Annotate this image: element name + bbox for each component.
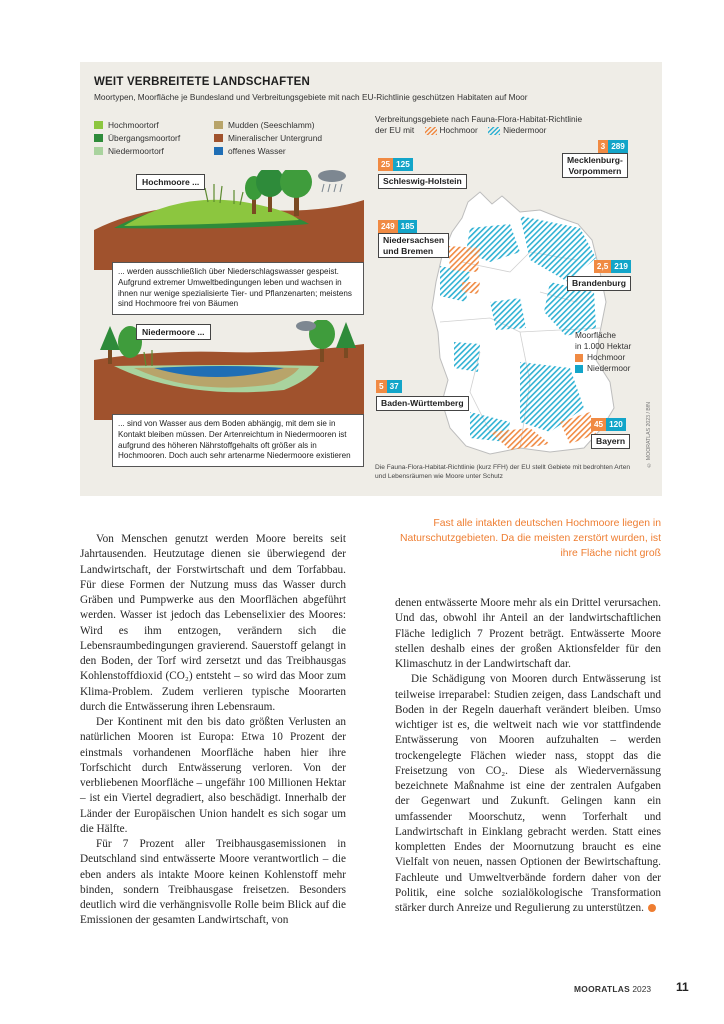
state-niedersachsen: 249 185 Niedersachsen und Bremen [378, 220, 449, 259]
pull-quote: Fast alle intakten deutschen Hochmoore liegen in Naturschutzgebieten. Da die meisten zerstört wurden, ist ihre Fläche nicht groß [399, 518, 661, 560]
swatch [94, 134, 103, 142]
swatch [94, 121, 103, 129]
legend-item-hochmoortorf: Hochmoortorf [94, 118, 180, 131]
hochmoor-scene [94, 170, 364, 320]
paragraph: Von Menschen genutzt werden Moore bereits seit Jahrtausenden. Heutzutage dienen sie überwiegend der Landwirtschaft, der Forstwirtschaft und dem Torfabbau. Für diese Formen der Nutzung muss das Wasser durch Gräben und Pumpwerke aus den Moorflächen abgeführt werden. Wasser ist jedoch das Lebenselixier des Moores: Wird es ihm entzogen, verändern sich die Lebensraumbedingungen gravierend. Sauerstoff gelangt in den Boden, der Torf wird zersetzt und das Treibhausgas Kohlenstoffdioxid (CO₂) entsteht – so wird das Moor zum Klima-Problem. Zudem verlieren typische Moorarten durch die Entwässerung ihren Lebensraum. [80, 533, 346, 713]
state-mecklenburg-vorpommern: 3 289 Mecklenburg- Vorpommern [562, 140, 628, 179]
map-footnote: Die Fauna-Flora-Habitat-Richtlinie (kurz FFH) der EU stellt Gebiete mit bedrohten Arten und Lebensräumen wie Moore unter Schutz [375, 464, 631, 480]
legend-item-niedermoortorf: Niedermoortorf [94, 144, 180, 157]
swatch [214, 121, 223, 129]
swatch [214, 147, 223, 155]
swatch [214, 134, 223, 142]
map-header: Verbreitungsgebiete nach Fauna-Flora-Habitat-Richtlinie der EU mit Hochmoor Niedermoor [375, 114, 583, 135]
hochmoor-illustration [94, 170, 364, 270]
state-schleswig-holstein: 25 125 Schleswig-Holstein [378, 158, 467, 189]
page-footer: MOORATLAS 2023 [574, 984, 652, 994]
paragraph: Für 7 Prozent aller Treibhausgasemissionen in Deutschland sind entwässerte Moore verantwortlich – die eben anders als intakte Moore keinen Kohlenstoff mehr binden, sondern Treibhausgase freisetzen. Besonders deutlich wird die verhängnisvolle Rolle beim Blick auf die Emissionen der gesamten Landwirtschaft, von [80, 838, 346, 927]
niedermoor-illustration [94, 320, 364, 420]
infographic [80, 62, 662, 496]
paragraph: denen entwässerte Moore mehr als ein Drittel verursachen. Und das, obwohl ihr Anteil an der landwirtschaftlichen Fläche lediglich 7 Prozent beträgt. Entwässerte Moore stellen deshalb eines der großen Aktionsfelder für den Klimaschutz in der Landwirtschaft dar. [395, 597, 661, 670]
paragraph: Der Kontinent mit den bis dato größten Verlusten an natürlichen Mooren ist Europa: Etwa 10 Prozent der einstmals vorhandenen Moorfläche haben hier ihre Torfschicht durch Entwässerung verloren. Von der verbliebenen Moorfläche – ungefähr 100 Millionen Hektar – ist ein Viertel degradiert, also beschädigt. Innerhalb der Länder der Europäischen Union handelt es sich sogar um die Hälfte. [80, 716, 346, 835]
state-brandenburg: 2,5 219 Brandenburg [567, 260, 631, 291]
paragraph: Die Schädigung von Mooren durch Entwässerung ist teilweise irreparabel: Studien zeigen, dass Landschaft und Boden in der Regeln dauerhaft verändert bleiben. Umso wichtiger ist es, die weltweit nach wie vor stattfindende Entwässerung von Mooren aufzuhalten – werden trockengelegte Flächen wieder nass, stoppt das die Freisetzung von CO₂. Diese als Wiedervernässung bezeichnete Maßnahme ist eine der zentralen Aufgaben der Gegenwart und Zukunft. Gelingen kann ein umfassender Moorschutz, wenn Torferhalt und Landwirtschaft in Einklang gebracht werden. Statt eines kompletten Endes der Moornutzung braucht es eine Vielfalt von neuen, nassen Optionen der Bewirtschaftung. Fachleute und Umweltverbände fordern daher von der Politik, eine solche sozialökologische Transformation stärker durch Anreize und Regulierung zu unterstützen. [395, 673, 661, 914]
state-baden-wuerttemberg: 5 37 Baden-Württemberg [376, 380, 469, 411]
legend-item-wasser: offenes Wasser [214, 144, 322, 157]
state-bayern: 45 120 Bayern [591, 418, 630, 449]
niedermoor-scene [94, 320, 364, 470]
soil-legend-left [94, 118, 180, 157]
legend-item-mudden: Mudden (Seeschlamm) [214, 118, 322, 131]
legend-swatch-hochmoor [575, 354, 583, 362]
niedermoor-description: ... sind von Wasser aus dem Boden abhängig, mit dem sie in Kontakt bleiben müssen. Der Artenreichtum in Niedermooren ist aufgrund des höheren Nährstoffgehalts oft größer als in Hochmooren. Doch auch sehr artenarme Niedermoore existieren [112, 414, 364, 467]
area-legend: Moorfläche in 1.000 Hektar Hochmoor Niedermoor [575, 330, 632, 373]
legend-item-mineralisch: Mineralischer Untergrund [214, 131, 322, 144]
legend-swatch-niedermoor [575, 365, 583, 373]
page-number: 11 [676, 980, 689, 994]
map-credit: © MOORATLAS 2023 / BfN [646, 402, 652, 468]
soil-legend-right [214, 118, 322, 157]
infographic-subtitle: Moortypen, Moorfläche je Bundesland und Verbreitungsgebiete mit nach EU-Richtlinie geschützen Habitaten auf Moor [94, 92, 528, 102]
end-mark-icon [648, 904, 656, 912]
hochmoor-tag: Hochmoore ... [136, 174, 205, 190]
infographic-title: WEIT VERBREITETE LANDSCHAFTEN [94, 76, 310, 88]
swatch [94, 147, 103, 155]
article-column-left [80, 532, 346, 929]
legend-item-uebergangsmoortorf: Übergangsmoortorf [94, 131, 180, 144]
hochmoor-description: ... werden ausschließlich über Niederschlagswasser gespeist. Aufgrund extremer Umweltbedingungen leben und wachsen in ihnen nur wenige spezialisierte Tier- und Pflanzenarten; meistens sind Hochmoore frei von Bäumen [112, 262, 364, 315]
article-column-right [395, 596, 661, 916]
niedermoor-tag: Niedermoore ... [136, 324, 211, 340]
